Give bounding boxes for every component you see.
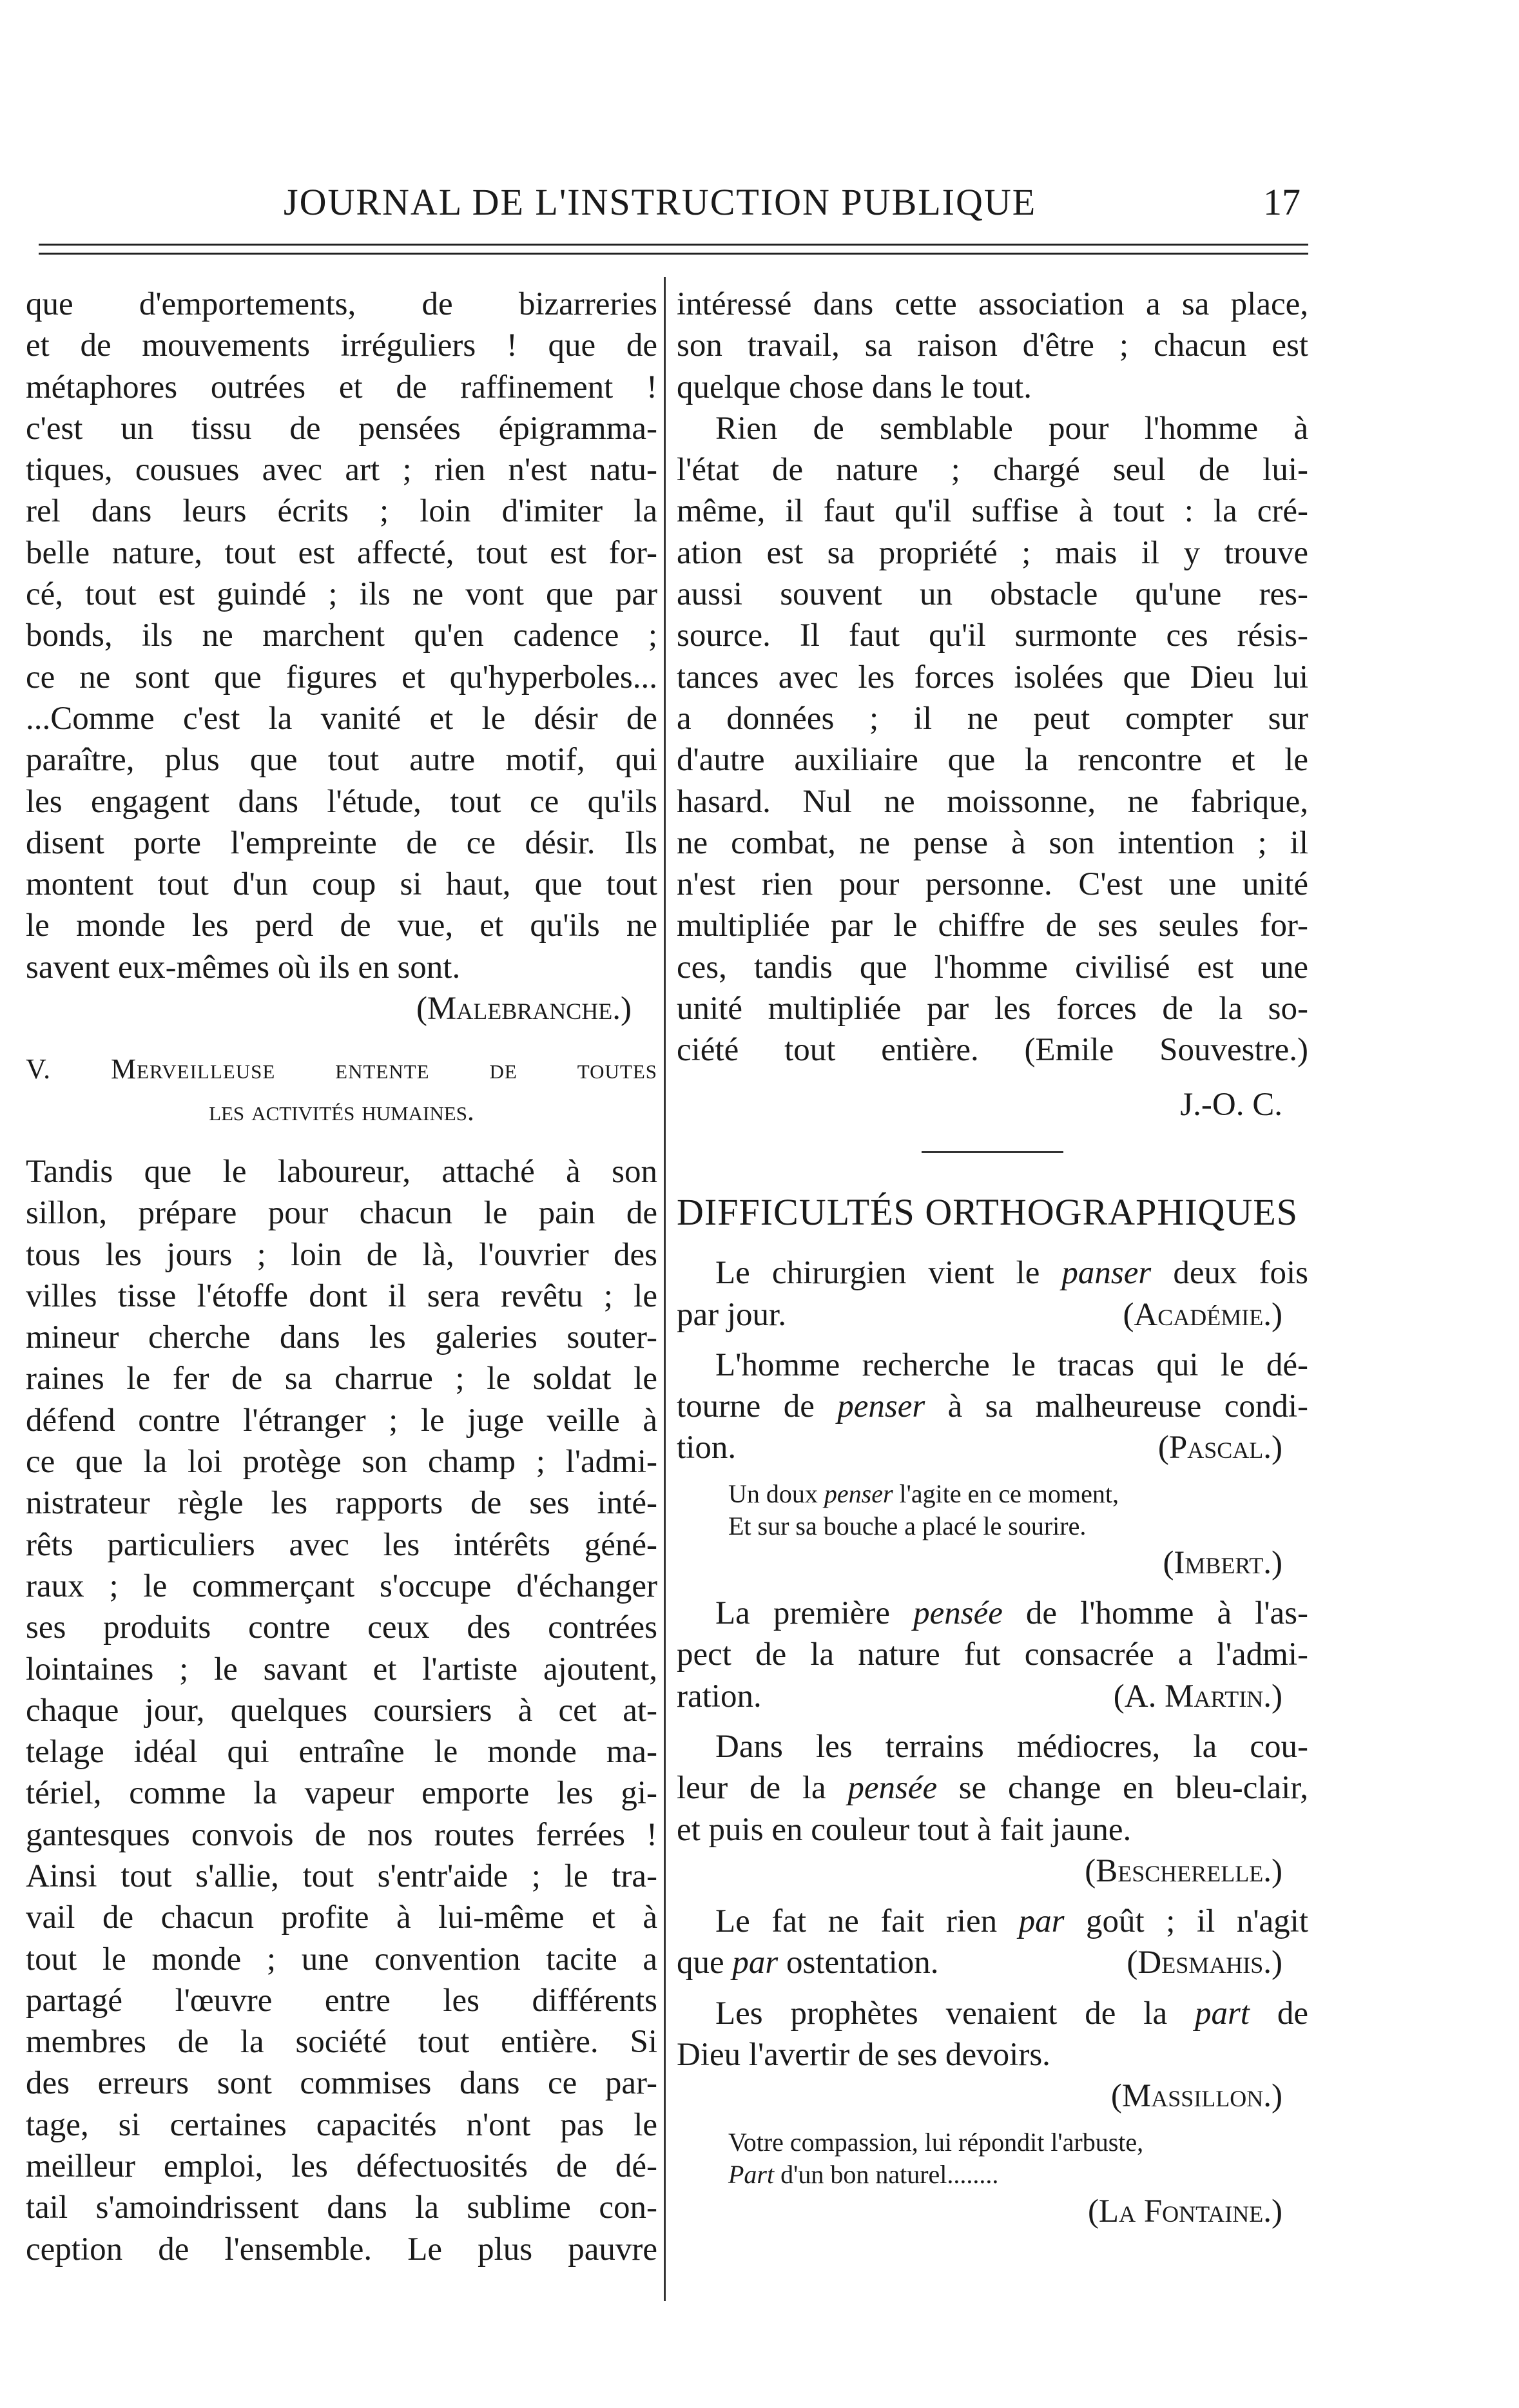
text-line: ce ne sont que figures et qu'hyperboles... [26, 659, 657, 695]
attribution: (Imbert.) [1163, 1544, 1282, 1581]
text-line: métaphores outrées et de raffinement ! [26, 369, 657, 405]
attribution: (Bescherelle.) [1085, 1852, 1282, 1889]
text-line: aussi souvent un obstacle qu'une res- [677, 576, 1308, 613]
example-line: Les prophètes venaient de la part de [715, 1995, 1308, 2032]
key-word: panser [1061, 1255, 1152, 1292]
example-line: leur de la pensée se change en bleu-clair, [677, 1770, 1308, 1807]
text-line: même, il faut qu'il suffise à tout : la cré- [677, 493, 1308, 530]
key-word: par [1018, 1903, 1065, 1940]
text-line: tous les jours ; loin de là, l'ouvrier des [26, 1236, 657, 1273]
attribution: (Desmahis.) [1127, 1945, 1282, 1981]
text-line: sillon, prépare pour chacun le pain de [26, 1195, 657, 1232]
journal-title: JOURNAL DE L'INSTRUCTION PUBLIQUE [284, 181, 1037, 223]
example-line: tion. (Pascal.) [677, 1427, 1308, 1468]
text-line: Tandis que le laboureur, attaché à son [26, 1153, 657, 1190]
attribution: (La Fontaine.) [1087, 2193, 1282, 2229]
text-line: ces, tandis que l'homme civilisé est une [677, 949, 1308, 986]
header-rule [39, 244, 1308, 246]
attribution: (Malebranche.) [416, 991, 632, 1027]
text-line: c'est un tissu de pensées épigramma- [26, 410, 657, 447]
text-line: ce que la loi protège son champ ; l'admi- [26, 1444, 657, 1481]
text-line: telage idéal qui entraîne le monde ma- [26, 1734, 657, 1771]
text-line: d'autre auxiliaire que la rencontre et le [677, 742, 1308, 779]
text-line: raux ; le commerçant s'occupe d'échanger [26, 1568, 657, 1604]
text-line: quelque chose dans le tout. [677, 369, 1032, 405]
text-line: Rien de semblable pour l'homme à [715, 410, 1308, 447]
key-word: pensée [913, 1595, 1003, 1632]
text-line: savent eux-mêmes où ils en sont. [26, 949, 461, 986]
example-line: Dans les terrains médiocres, la cou- [715, 1728, 1308, 1765]
text-line: tout le monde ; une convention tacite a [26, 1941, 657, 1977]
example-line: par jour. (Académie.) [677, 1294, 1308, 1335]
column-divider [664, 277, 666, 2301]
right-column [677, 284, 1308, 2232]
attribution: (A. Martin.) [1113, 1678, 1282, 1714]
example-line: que par ostentation. (Desmahis.) [677, 1942, 1308, 1983]
running-header [0, 180, 1519, 232]
verse-line: Un doux penser l'agite en ce moment, [728, 1479, 1119, 1508]
text-line: le monde les perd de vue, et qu'ils ne [26, 908, 657, 944]
text-line: vail de chacun profite à lui-même et à [26, 1899, 657, 1936]
verse-line: Votre compassion, lui répondit l'arbuste, [728, 2127, 1144, 2157]
section-title: DIFFICULTÉS ORTHOGRAPHIQUES [677, 1190, 1298, 1233]
text-line: mineur cherche dans les galeries souter- [26, 1319, 657, 1356]
text-line: ciété tout entière. (Emile Souvestre.) [677, 1032, 1308, 1069]
text-line: raines le fer de sa charrue ; le soldat le [26, 1361, 657, 1397]
text-line: unité multipliée par les forces de la so- [677, 991, 1308, 1027]
text-line: hasard. Nul ne moissonne, ne fabrique, [677, 783, 1308, 820]
text-line: tériel, comme la vapeur emporte les gi- [26, 1775, 657, 1812]
text-line: disent porte l'empreinte de ce désir. Ils [26, 824, 657, 861]
attribution: (Académie.) [1123, 1296, 1282, 1333]
text-line: meilleur emploi, les défectuosités de dé- [26, 2148, 657, 2185]
text-line: partagé l'œuvre entre les différents [26, 1982, 657, 2019]
text-line: rêts particuliers avec les intérêts géné- [26, 1526, 657, 1563]
verse-line: Et sur sa bouche a placé le sourire. [728, 1511, 1087, 1540]
text-line: nistrateur règle les rapports de ses inté- [26, 1485, 657, 1522]
page-number: 17 [1263, 181, 1301, 223]
text-line: ...Comme c'est la vanité et le désir de [26, 700, 657, 737]
text-line: tail s'amoindrissent dans la sublime con- [26, 2190, 657, 2226]
text-line: ception de l'ensemble. Le plus pauvre [26, 2231, 657, 2267]
verse-line: Part d'un bon naturel........ [728, 2159, 999, 2189]
key-word: part [1194, 1995, 1250, 2032]
example-line: L'homme recherche le tracas qui le dé- [715, 1346, 1308, 1383]
example-line: Le fat ne fait rien par goût ; il n'agit [715, 1903, 1309, 1940]
text-line: tiques, cousues avec art ; rien n'est natu- [26, 452, 657, 489]
text-line: chaque jour, quelques coursiers à cet at- [26, 1692, 657, 1729]
text-line: tances avec les forces isolées que Dieu lui [677, 659, 1308, 695]
attribution: (Pascal.) [1157, 1430, 1282, 1466]
text-line: source. Il faut qu'il surmonte ces résis- [677, 617, 1308, 654]
text-line: villes tisse l'étoffe dont il sera revêtu ; le [26, 1277, 657, 1314]
section-separator [922, 1151, 1063, 1153]
attribution: (Massillon.) [1110, 2078, 1282, 2115]
header-rule-double [39, 253, 1308, 255]
example-line: ration. (A. Martin.) [677, 1676, 1308, 1717]
text-line: n'est rien pour personne. C'est une unité [677, 866, 1308, 903]
left-column [26, 284, 657, 2270]
text-line: que d'emportements, de bizarreries [26, 286, 657, 322]
text-line: tage, si certaines capacités n'ont pas le [26, 2106, 657, 2143]
text-line: lointaines ; le savant et l'artiste ajoutent, [26, 1651, 657, 1687]
example-line: La première pensée de l'homme à l'as- [715, 1595, 1308, 1632]
key-word: penser [837, 1388, 925, 1425]
text-line: des erreurs sont commises dans ce par- [26, 2065, 657, 2102]
text-line: bonds, ils ne marchent qu'en cadence ; [26, 617, 657, 654]
text-line: ation est sa propriété ; mais il y trouve [677, 534, 1308, 571]
text-line: montent tout d'un coup si haut, que tout [26, 866, 657, 903]
text-line: défend contre l'étranger ; le juge veille à [26, 1402, 657, 1439]
text-line: multipliée par le chiffre de ses seules for- [677, 908, 1308, 944]
text-line: belle nature, tout est affecté, tout est for- [26, 534, 657, 571]
key-word: pensée [847, 1770, 938, 1807]
text-line: ses produits contre ceux des contrées [26, 1609, 657, 1646]
text-line: Ainsi tout s'allie, tout s'entr'aide ; le tra- [26, 1858, 657, 1894]
example-line: et puis en couleur tout à fait jaune. [677, 1811, 1132, 1848]
text-line: cé, tout est guindé ; ils ne vont que par [26, 576, 657, 613]
text-line: son travail, sa raison d'être ; chacun est [677, 327, 1308, 364]
text-line: les engagent dans l'étude, tout ce qu'ils [26, 783, 657, 820]
text-line: et de mouvements irréguliers ! que de [26, 327, 657, 364]
text-line: rel dans leurs écrits ; loin d'imiter la [26, 493, 657, 530]
key-word: par [732, 1945, 779, 1981]
section-heading-cont: les activités humaines. [209, 1094, 474, 1127]
text-line: l'état de nature ; chargé seul de lui- [677, 452, 1308, 489]
key-word: Part [728, 2159, 775, 2189]
text-line: ne combat, ne pense à son intention ; il [677, 824, 1308, 861]
example-line: Dieu l'avertir de ses devoirs. [677, 2036, 1050, 2073]
text-line: intéressé dans cette association a sa place, [677, 286, 1308, 322]
signature: J.-O. C. [1180, 1086, 1282, 1123]
section-heading: V. Merveilleuse entente de toutes [26, 1053, 657, 1085]
key-word: penser [824, 1479, 893, 1508]
example-line: Le chirurgien vient le panser deux fois [715, 1255, 1308, 1292]
text-line: membres de la société tout entière. Si [26, 2024, 657, 2061]
example-line: pect de la nature fut consacrée a l'admi- [677, 1636, 1308, 1673]
text-line: paraître, plus que tout autre motif, qui [26, 742, 657, 779]
text-line: gantesques convois de nos routes ferrées ! [26, 1816, 657, 1853]
text-line: a données ; il ne peut compter sur [677, 700, 1308, 737]
example-line: tourne de penser à sa malheureuse condi- [677, 1388, 1308, 1425]
